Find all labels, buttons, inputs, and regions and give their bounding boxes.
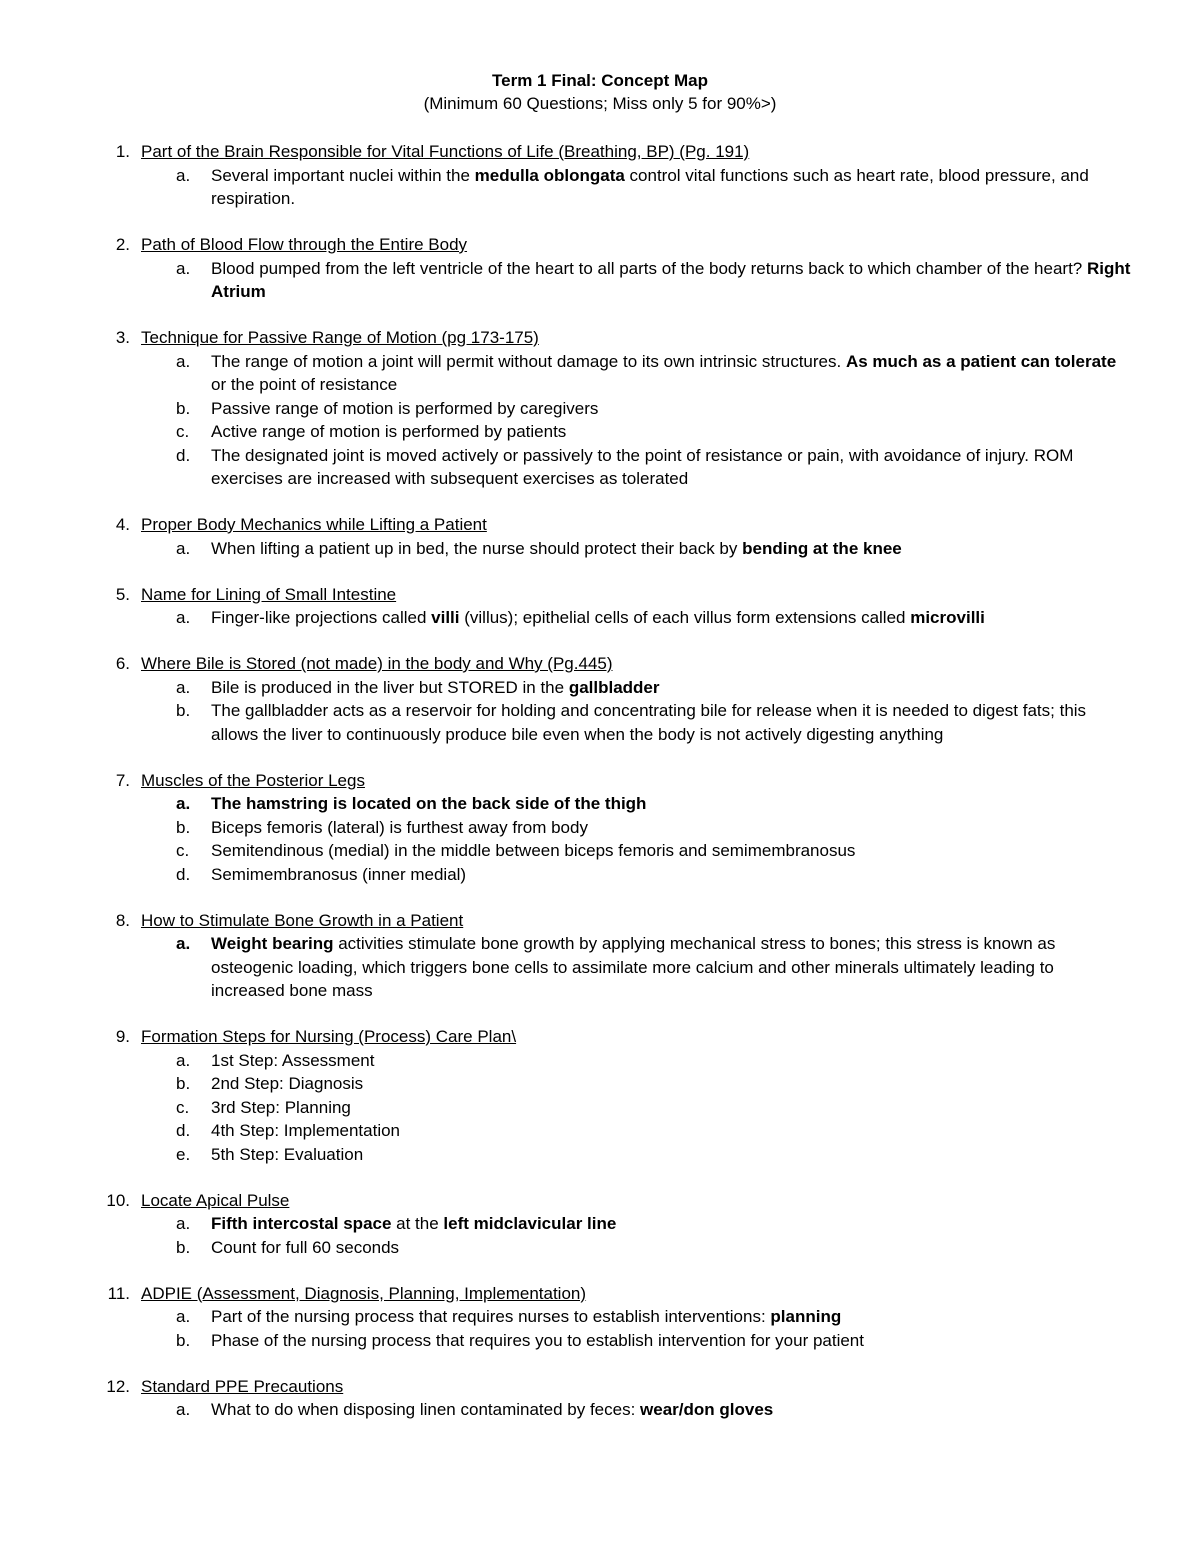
answer-item [0, 1212, 1200, 1236]
answer-item [0, 792, 1200, 816]
question-section [0, 326, 1200, 491]
question-section [0, 769, 1200, 887]
answer-key-term: The hamstring is located on the back side of the thigh [211, 794, 647, 813]
question-number: 2. [115, 235, 130, 254]
answer-item [0, 164, 1200, 211]
answer-text [211, 257, 1131, 304]
question-heading [0, 1025, 1200, 1049]
answer-item [0, 420, 1200, 444]
answer-text-run: When lifting a patient up in bed, the nurse should protect their back by [211, 538, 743, 558]
answer-text [211, 839, 1131, 863]
question-number: 3. [115, 328, 130, 347]
question-list [0, 140, 1200, 1444]
answer-text-run: 4th Step: Implementation [211, 1121, 401, 1140]
answer-item [0, 397, 1200, 421]
answer-letter: a. [176, 258, 191, 278]
answer-text [211, 863, 1131, 887]
answer-text [211, 397, 1131, 421]
answer-text-run: The gallbladder acts as a reservoir for holding and concentrating bile for release when it is needed to digest fats; this allows the liver to continuously produce bile even when the body is not actively digesting anything [211, 701, 1087, 744]
answer-text-run: 2nd Step: Diagnosis [211, 1074, 364, 1093]
question-section [0, 513, 1200, 560]
question-section [0, 1189, 1200, 1260]
answer-item [0, 1049, 1200, 1073]
answer-key-term: medulla oblongata [474, 165, 625, 185]
answer-text [211, 444, 1131, 491]
question-heading [0, 1375, 1200, 1399]
answer-letter: a. [176, 351, 191, 371]
answer-text [211, 1305, 1131, 1329]
answer-letter: a. [176, 1400, 191, 1419]
answer-text [211, 1236, 1131, 1260]
answer-text-run: Semimembranosus (inner medial) [211, 864, 467, 884]
question-number: 1. [115, 142, 130, 161]
answer-item [0, 444, 1200, 491]
answer-text-run: Part of the nursing process that requires nurses to establish interventions: [211, 1307, 771, 1326]
question-section [0, 1025, 1200, 1166]
answer-text [211, 606, 1131, 630]
question-title: Technique for Passive Range of Motion (pg 173-175) [141, 328, 539, 347]
answer-item [0, 1398, 1200, 1422]
answer-text [211, 1049, 1131, 1073]
answer-letter: a. [176, 1307, 191, 1326]
page-subtitle: (Minimum 60 Questions; Miss only 5 for 90%>) [423, 94, 777, 113]
answer-text [211, 1143, 1131, 1167]
answer-text-run: Count for full 60 seconds [211, 1237, 400, 1257]
answer-text-run: Several important nuclei within the [211, 165, 475, 185]
answer-key-term: Right Atrium [211, 258, 1131, 301]
answer-key-term: bending at the knee [742, 538, 902, 558]
question-heading [0, 513, 1200, 537]
answer-letter: b. [176, 1237, 191, 1257]
question-number: 10. [106, 1190, 130, 1210]
answer-letter: c. [176, 422, 190, 441]
question-title: Locate Apical Pulse [141, 1190, 290, 1210]
question-section [0, 1375, 1200, 1422]
answer-item [0, 699, 1200, 746]
answer-letter: d. [176, 864, 191, 884]
answer-key-term: left midclavicular line [443, 1214, 617, 1233]
question-title: Proper Body Mechanics while Lifting a Patient [141, 515, 487, 534]
answer-text-run: 1st Step: Assessment [211, 1050, 375, 1070]
answer-text-run: Finger-like projections called [211, 608, 432, 627]
question-title: Path of Blood Flow through the Entire Body [141, 235, 468, 254]
answer-item [0, 676, 1200, 700]
question-number: 9. [115, 1027, 130, 1046]
question-section [0, 909, 1200, 1003]
question-title: ADPIE (Assessment, Diagnosis, Planning, Implementation) [141, 1283, 587, 1303]
question-section [0, 1282, 1200, 1353]
answer-text [211, 420, 1131, 444]
question-heading [0, 583, 1200, 607]
answer-text-run: 3rd Step: Planning [211, 1097, 351, 1117]
question-section [0, 233, 1200, 304]
answer-text [211, 792, 1131, 816]
answer-text-run: Bile is produced in the liver but STORED in the [211, 677, 569, 697]
question-number: 12. [106, 1376, 130, 1396]
answer-letter: c. [176, 1097, 190, 1117]
question-heading [0, 652, 1200, 676]
answer-letter: b. [176, 398, 191, 418]
answer-item [0, 606, 1200, 630]
answer-key-term: villi [431, 608, 460, 627]
question-heading [0, 769, 1200, 793]
answer-text-run: or the point of resistance [211, 375, 398, 394]
answer-text-run: control vital functions such as heart rate, blood pressure, and respiration. [211, 165, 1089, 208]
answer-letter: b. [176, 817, 191, 837]
answer-item [0, 537, 1200, 561]
question-section [0, 583, 1200, 630]
answer-text-run: The range of motion a joint will permit without damage to its own intrinsic structures. [211, 351, 846, 371]
question-number: 4. [115, 515, 130, 534]
answer-text [211, 1398, 1131, 1422]
answer-text [211, 1329, 1131, 1353]
answer-text [211, 699, 1131, 746]
question-number: 6. [115, 654, 130, 673]
answer-text-run: Passive range of motion is performed by caregivers [211, 398, 599, 418]
answer-item [0, 816, 1200, 840]
answer-letter: a. [176, 1214, 191, 1233]
question-title: Muscles of the Posterior Legs [141, 770, 365, 790]
answer-text-run: The designated joint is moved actively or passively to the point of resistance or pain, with avoidance of injury. ROM exercises are increased with subsequent exercises as tolerated [211, 445, 1074, 488]
answer-text [211, 1096, 1131, 1120]
answer-text-run: Active range of motion is performed by patients [211, 422, 567, 441]
question-title: Part of the Brain Responsible for Vital Functions of Life (Breathing, BP) (Pg. 191) [141, 142, 750, 161]
answer-item [0, 1329, 1200, 1353]
question-heading [0, 233, 1200, 257]
question-number: 8. [115, 910, 130, 930]
answer-key-term: Weight bearing [211, 934, 334, 953]
question-heading [0, 1189, 1200, 1213]
answer-item [0, 863, 1200, 887]
question-section [0, 652, 1200, 746]
answer-key-term: Fifth intercostal space [211, 1214, 392, 1233]
question-number: 5. [115, 584, 130, 604]
page-title: Term 1 Final: Concept Map [492, 71, 708, 90]
answer-text [211, 1212, 1131, 1236]
answer-letter: a. [176, 165, 191, 185]
answer-item [0, 839, 1200, 863]
answer-key-term: microvilli [910, 608, 985, 627]
answer-letter: a. [176, 677, 191, 697]
answer-text-run: Semitendinous (medial) in the middle between biceps femoris and semimembranosus [211, 841, 856, 860]
answer-key-term: gallbladder [568, 677, 660, 697]
answer-letter: c. [176, 841, 190, 860]
question-title: Where Bile is Stored (not made) in the body and Why (Pg.445) [141, 654, 613, 673]
question-number: 11. [107, 1283, 130, 1303]
answer-item [0, 1236, 1200, 1260]
answer-text-run: (villus); epithelial cells of each villus form extensions called [459, 608, 911, 627]
question-title: How to Stimulate Bone Growth in a Patient [141, 910, 464, 930]
answer-text [211, 816, 1131, 840]
answer-letter: a. [176, 538, 191, 558]
answer-text-run: Biceps femoris (lateral) is furthest away from body [211, 817, 588, 837]
answer-text-run: 5th Step: Evaluation [211, 1144, 364, 1164]
answer-item [0, 1305, 1200, 1329]
answer-item [0, 350, 1200, 397]
answer-item [0, 932, 1200, 1003]
question-number: 7. [115, 770, 130, 790]
question-heading [0, 326, 1200, 350]
answer-item [0, 1096, 1200, 1120]
answer-letter: d. [176, 1121, 191, 1140]
answer-key-term: As much as a patient can tolerate [845, 351, 1117, 371]
answer-letter: b. [176, 701, 191, 720]
answer-key-term: planning [770, 1307, 842, 1326]
answer-letter: a. [176, 934, 191, 953]
answer-letter: a. [176, 794, 191, 813]
answer-text [211, 164, 1131, 211]
question-heading [0, 909, 1200, 933]
answer-key-term: wear/don gloves [640, 1400, 774, 1419]
answer-text [211, 350, 1131, 397]
answer-item [0, 1143, 1200, 1167]
answer-letter: d. [176, 445, 191, 465]
answer-letter: a. [176, 608, 191, 627]
answer-item [0, 257, 1200, 304]
answer-text-run: Phase of the nursing process that requires you to establish intervention for your patient [211, 1330, 864, 1350]
answer-letter: b. [176, 1074, 191, 1093]
answer-text [211, 1119, 1131, 1143]
answer-item [0, 1072, 1200, 1096]
answer-letter: a. [176, 1050, 191, 1070]
answer-text-run: at the [391, 1214, 444, 1233]
answer-item [0, 1119, 1200, 1143]
answer-text [211, 1072, 1131, 1096]
question-title: Name for Lining of Small Intestine [141, 584, 397, 604]
answer-text [211, 932, 1131, 1003]
answer-text-run: Blood pumped from the left ventricle of the heart to all parts of the body returns back to which chamber of the heart? [211, 258, 1087, 278]
question-heading [0, 1282, 1200, 1306]
answer-text [211, 676, 1131, 700]
answer-text-run: activities stimulate bone growth by applying mechanical stress to bones; this stress is known as osteogenic loading, which triggers bone cells to assimilate more calcium and other minerals ultimately leading to increased bone mass [211, 934, 1056, 1000]
answer-text [211, 537, 1131, 561]
question-title: Standard PPE Precautions [141, 1376, 344, 1396]
question-section [0, 140, 1200, 211]
answer-letter: e. [176, 1144, 191, 1164]
question-heading [0, 140, 1200, 164]
question-title: Formation Steps for Nursing (Process) Care Plan\ [141, 1027, 517, 1046]
answer-letter: b. [176, 1330, 191, 1350]
answer-text-run: What to do when disposing linen contaminated by feces: [211, 1400, 641, 1419]
